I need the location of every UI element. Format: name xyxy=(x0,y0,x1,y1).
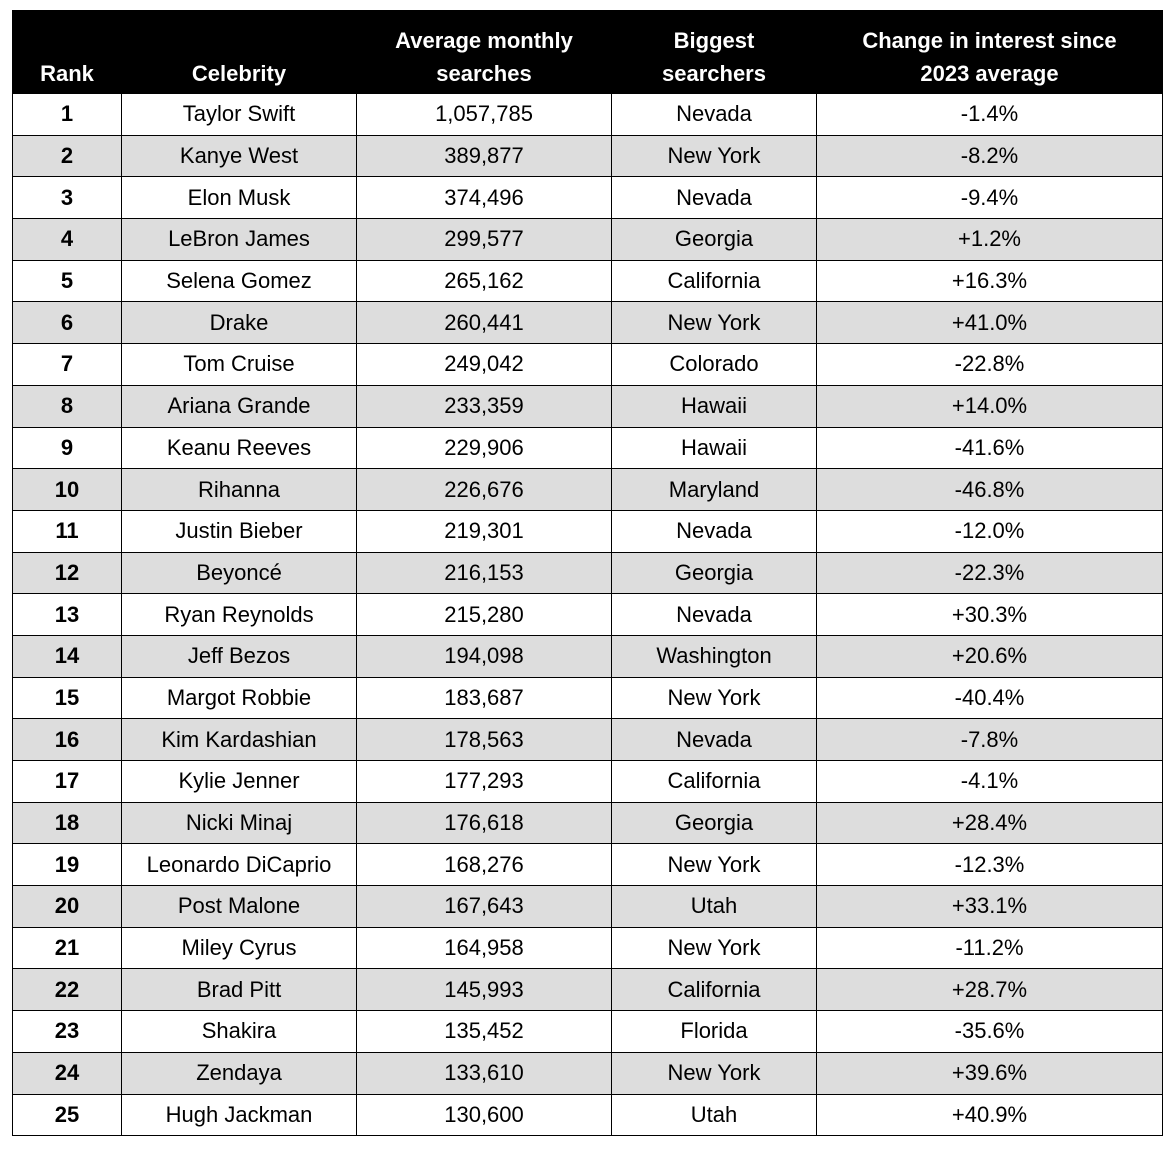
rank-cell: 2 xyxy=(13,135,122,177)
change-cell: +33.1% xyxy=(817,886,1163,928)
searches-cell: 226,676 xyxy=(357,469,612,511)
header-searchers-line1: Biggest xyxy=(673,28,755,53)
header-row xyxy=(13,11,1163,94)
table-row xyxy=(13,761,1163,803)
table-row xyxy=(13,177,1163,219)
change-cell: -4.1% xyxy=(817,761,1163,803)
change-cell: -35.6% xyxy=(817,1011,1163,1053)
change-cell: -8.2% xyxy=(817,135,1163,177)
searches-cell: 260,441 xyxy=(357,302,612,344)
table-row xyxy=(13,1052,1163,1094)
rank-cell: 25 xyxy=(13,1094,122,1136)
table-row xyxy=(13,635,1163,677)
searches-cell: 229,906 xyxy=(357,427,612,469)
celebrity-cell: Rihanna xyxy=(122,469,357,511)
rank-cell: 19 xyxy=(13,844,122,886)
rank-cell: 24 xyxy=(13,1052,122,1094)
header-celebrity xyxy=(122,11,357,94)
rank-cell: 12 xyxy=(13,552,122,594)
biggest-searchers-cell: New York xyxy=(612,135,817,177)
searches-cell: 265,162 xyxy=(357,260,612,302)
biggest-searchers-cell: Nevada xyxy=(612,594,817,636)
change-cell: +30.3% xyxy=(817,594,1163,636)
change-cell: -12.0% xyxy=(817,510,1163,552)
searches-cell: 168,276 xyxy=(357,844,612,886)
celebrity-cell: Brad Pitt xyxy=(122,969,357,1011)
rank-cell: 7 xyxy=(13,344,122,386)
celebrity-cell: Ryan Reynolds xyxy=(122,594,357,636)
table-row xyxy=(13,94,1163,136)
change-cell: -22.3% xyxy=(817,552,1163,594)
celebrity-cell: Drake xyxy=(122,302,357,344)
change-cell: -41.6% xyxy=(817,427,1163,469)
searches-cell: 219,301 xyxy=(357,510,612,552)
table-row xyxy=(13,385,1163,427)
rank-cell: 22 xyxy=(13,969,122,1011)
biggest-searchers-cell: New York xyxy=(612,844,817,886)
biggest-searchers-cell: Nevada xyxy=(612,719,817,761)
table-row xyxy=(13,260,1163,302)
table-row xyxy=(13,510,1163,552)
change-cell: +41.0% xyxy=(817,302,1163,344)
celebrity-cell: Justin Bieber xyxy=(122,510,357,552)
rank-cell: 8 xyxy=(13,385,122,427)
header-searches-line2: searches xyxy=(436,61,532,86)
biggest-searchers-cell: New York xyxy=(612,677,817,719)
table-row xyxy=(13,135,1163,177)
celebrity-cell: Keanu Reeves xyxy=(122,427,357,469)
celebrity-cell: Miley Cyrus xyxy=(122,927,357,969)
change-cell: +1.2% xyxy=(817,219,1163,261)
rank-cell: 21 xyxy=(13,927,122,969)
celebrity-search-table xyxy=(12,10,1163,1136)
rank-cell: 13 xyxy=(13,594,122,636)
change-cell: -9.4% xyxy=(817,177,1163,219)
searches-cell: 177,293 xyxy=(357,761,612,803)
change-cell: +28.7% xyxy=(817,969,1163,1011)
table-body xyxy=(13,94,1163,1136)
celebrity-cell: Taylor Swift xyxy=(122,94,357,136)
biggest-searchers-cell: New York xyxy=(612,927,817,969)
celebrity-cell: Margot Robbie xyxy=(122,677,357,719)
celebrity-cell: Kanye West xyxy=(122,135,357,177)
rank-cell: 20 xyxy=(13,886,122,928)
table-row xyxy=(13,677,1163,719)
celebrity-cell: Jeff Bezos xyxy=(122,635,357,677)
biggest-searchers-cell: Georgia xyxy=(612,802,817,844)
header-searches-line1: Average monthly xyxy=(395,28,573,53)
rank-cell: 3 xyxy=(13,177,122,219)
biggest-searchers-cell: Colorado xyxy=(612,344,817,386)
biggest-searchers-cell: Nevada xyxy=(612,94,817,136)
biggest-searchers-cell: Utah xyxy=(612,1094,817,1136)
celebrity-cell: Ariana Grande xyxy=(122,385,357,427)
biggest-searchers-cell: Maryland xyxy=(612,469,817,511)
table-row xyxy=(13,1011,1163,1053)
biggest-searchers-cell: Georgia xyxy=(612,552,817,594)
rank-cell: 11 xyxy=(13,510,122,552)
table-row xyxy=(13,886,1163,928)
biggest-searchers-cell: Hawaii xyxy=(612,427,817,469)
biggest-searchers-cell: Florida xyxy=(612,1011,817,1053)
change-cell: -7.8% xyxy=(817,719,1163,761)
searches-cell: 130,600 xyxy=(357,1094,612,1136)
celebrity-cell: Kylie Jenner xyxy=(122,761,357,803)
searches-cell: 167,643 xyxy=(357,886,612,928)
celebrity-cell: LeBron James xyxy=(122,219,357,261)
celebrity-cell: Tom Cruise xyxy=(122,344,357,386)
searches-cell: 1,057,785 xyxy=(357,94,612,136)
rank-cell: 15 xyxy=(13,677,122,719)
change-cell: +16.3% xyxy=(817,260,1163,302)
searches-cell: 133,610 xyxy=(357,1052,612,1094)
change-cell: -46.8% xyxy=(817,469,1163,511)
table-row xyxy=(13,302,1163,344)
biggest-searchers-cell: California xyxy=(612,260,817,302)
rank-cell: 23 xyxy=(13,1011,122,1053)
change-cell: -22.8% xyxy=(817,344,1163,386)
change-cell: -12.3% xyxy=(817,844,1163,886)
searches-cell: 194,098 xyxy=(357,635,612,677)
table-row xyxy=(13,969,1163,1011)
table-row xyxy=(13,594,1163,636)
searches-cell: 145,993 xyxy=(357,969,612,1011)
celebrity-cell: Kim Kardashian xyxy=(122,719,357,761)
header-rank-label: Rank xyxy=(40,61,94,86)
celebrity-cell: Post Malone xyxy=(122,886,357,928)
header-biggest-searchers xyxy=(612,11,817,94)
searches-cell: 299,577 xyxy=(357,219,612,261)
searches-cell: 374,496 xyxy=(357,177,612,219)
table-row xyxy=(13,469,1163,511)
change-cell: -40.4% xyxy=(817,677,1163,719)
biggest-searchers-cell: Washington xyxy=(612,635,817,677)
biggest-searchers-cell: New York xyxy=(612,302,817,344)
celebrity-cell: Beyoncé xyxy=(122,552,357,594)
searches-cell: 233,359 xyxy=(357,385,612,427)
header-celebrity-label: Celebrity xyxy=(191,61,287,86)
header-change-line1: Change in interest since xyxy=(862,28,1117,53)
table-row xyxy=(13,719,1163,761)
rank-cell: 14 xyxy=(13,635,122,677)
rank-cell: 9 xyxy=(13,427,122,469)
celebrity-cell: Nicki Minaj xyxy=(122,802,357,844)
searches-cell: 176,618 xyxy=(357,802,612,844)
celebrity-cell: Hugh Jackman xyxy=(122,1094,357,1136)
rank-cell: 6 xyxy=(13,302,122,344)
searches-cell: 183,687 xyxy=(357,677,612,719)
table-row xyxy=(13,552,1163,594)
celebrity-cell: Zendaya xyxy=(122,1052,357,1094)
biggest-searchers-cell: Nevada xyxy=(612,177,817,219)
searches-cell: 178,563 xyxy=(357,719,612,761)
rank-cell: 10 xyxy=(13,469,122,511)
biggest-searchers-cell: Hawaii xyxy=(612,385,817,427)
table-row xyxy=(13,844,1163,886)
table-row xyxy=(13,927,1163,969)
table-row xyxy=(13,344,1163,386)
searches-cell: 216,153 xyxy=(357,552,612,594)
biggest-searchers-cell: Nevada xyxy=(612,510,817,552)
table-row xyxy=(13,219,1163,261)
biggest-searchers-cell: California xyxy=(612,761,817,803)
table-row xyxy=(13,1094,1163,1136)
change-cell: +40.9% xyxy=(817,1094,1163,1136)
header-change-in-interest xyxy=(817,11,1163,94)
celebrity-cell: Elon Musk xyxy=(122,177,357,219)
searches-cell: 164,958 xyxy=(357,927,612,969)
rank-cell: 4 xyxy=(13,219,122,261)
header-average-monthly-searches xyxy=(357,11,612,94)
searches-cell: 389,877 xyxy=(357,135,612,177)
change-cell: +14.0% xyxy=(817,385,1163,427)
rank-cell: 5 xyxy=(13,260,122,302)
celebrity-cell: Selena Gomez xyxy=(122,260,357,302)
rank-cell: 1 xyxy=(13,94,122,136)
table-row xyxy=(13,427,1163,469)
searches-cell: 215,280 xyxy=(357,594,612,636)
biggest-searchers-cell: New York xyxy=(612,1052,817,1094)
rank-cell: 18 xyxy=(13,802,122,844)
biggest-searchers-cell: California xyxy=(612,969,817,1011)
change-cell: -11.2% xyxy=(817,927,1163,969)
header-searchers-line2: searchers xyxy=(662,61,766,86)
celebrity-cell: Leonardo DiCaprio xyxy=(122,844,357,886)
searches-cell: 249,042 xyxy=(357,344,612,386)
table-header xyxy=(13,11,1163,94)
header-rank xyxy=(13,11,122,94)
celebrity-search-table-container xyxy=(12,10,1162,1136)
change-cell: -1.4% xyxy=(817,94,1163,136)
celebrity-cell: Shakira xyxy=(122,1011,357,1053)
biggest-searchers-cell: Georgia xyxy=(612,219,817,261)
rank-cell: 16 xyxy=(13,719,122,761)
searches-cell: 135,452 xyxy=(357,1011,612,1053)
change-cell: +20.6% xyxy=(817,635,1163,677)
table-row xyxy=(13,802,1163,844)
header-change-line2: 2023 average xyxy=(920,61,1059,86)
change-cell: +28.4% xyxy=(817,802,1163,844)
change-cell: +39.6% xyxy=(817,1052,1163,1094)
biggest-searchers-cell: Utah xyxy=(612,886,817,928)
rank-cell: 17 xyxy=(13,761,122,803)
